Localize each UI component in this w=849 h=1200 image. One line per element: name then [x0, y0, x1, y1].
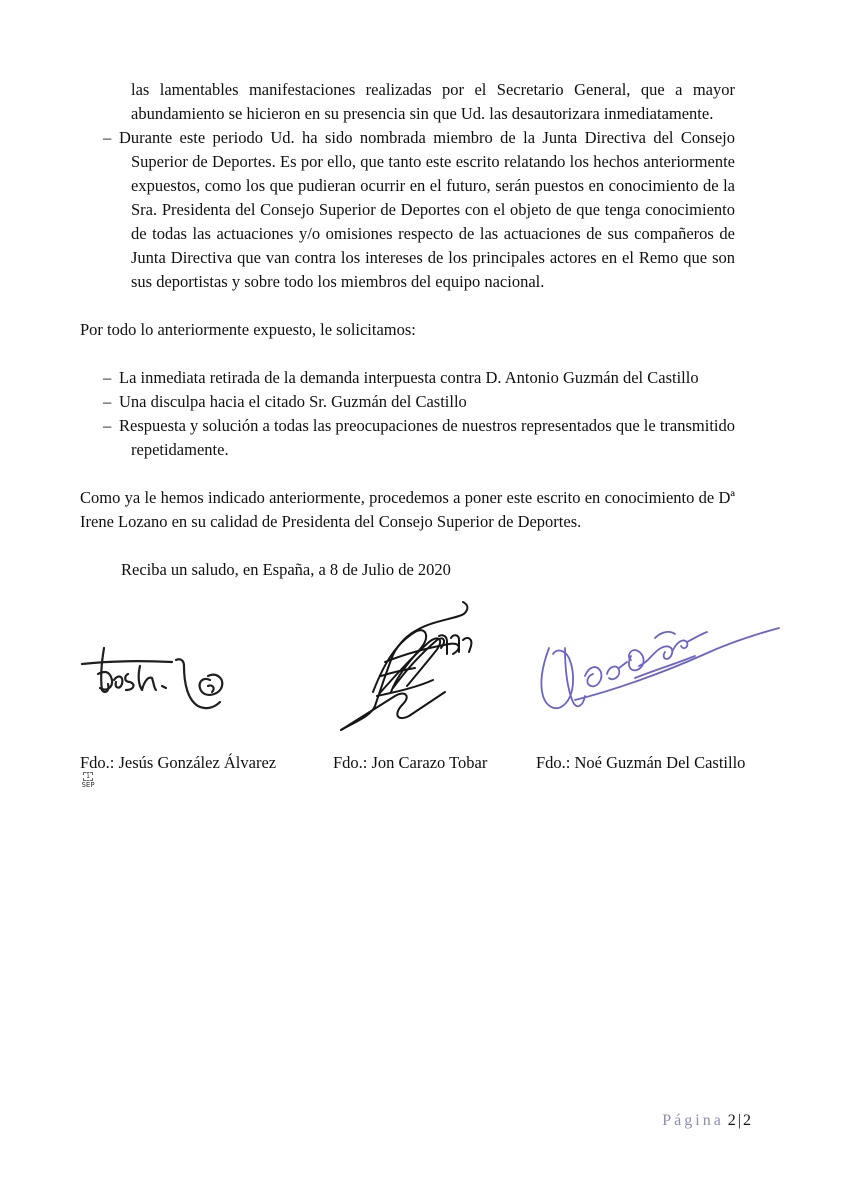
continuation-paragraph: las lamentables manifestaciones realizadas por el Secretario General, que a mayor abundamiento se hicieron en su presencia sin que Ud. las desautorizara inmediatamente. — [131, 80, 735, 123]
signature-image-2 — [335, 596, 485, 736]
page-total: 2 — [743, 1112, 751, 1129]
signature-image-3 — [535, 608, 785, 723]
page-word: Página — [662, 1112, 724, 1129]
request-text: Respuesta y solución a todas las preocupaciones de nuestros representados que le transmitido repetidamente. — [119, 416, 735, 459]
request-item — [103, 366, 735, 390]
page-footer — [662, 1110, 751, 1132]
sep-marker — [80, 772, 96, 790]
list-item-text: Durante este periodo Ud. ha sido nombrada miembro de la Junta Directiva del Consejo Superior de Deportes. Es por ello, que tanto este escrito relatando los hechos anteriormente expuestos, como los que pudieran ocurrir en el futuro, serán puestos en conocimiento de la Sra. Presidenta del Consejo Superior de Deportes con el objeto de que tenga conocimiento de todas las actuaciones y/o omisiones respecto de las actuaciones de sus compañeros de Junta Directiva que van contra los intereses de los principales actores en el Remo que son sus deportistas y sobre todo los miembros del equipo nacional. — [119, 128, 735, 291]
page-number: 2 — [727, 1112, 736, 1129]
request-item — [103, 414, 735, 462]
list-item-junta — [103, 126, 735, 294]
signatory-label-1: Fdo.: Jesús González Álvarez — [80, 753, 277, 772]
request-text: Una disculpa hacia el citado Sr. Guzmán del Castillo — [119, 392, 467, 411]
greeting: Reciba un saludo, en España, a 8 de Julio de 2020 — [121, 560, 451, 579]
page-separator: | — [737, 1112, 741, 1129]
bullet-dash: – — [103, 368, 112, 387]
bullet-dash: – — [103, 416, 112, 435]
requests-intro: Por todo lo anteriormente expuesto, le solicitamos: — [80, 320, 416, 339]
signature-image-1 — [80, 640, 250, 735]
signatory-label-2: Fdo.: Jon Carazo Tobar — [333, 753, 488, 772]
request-item — [103, 390, 735, 414]
request-text: La inmediata retirada de la demanda interpuesta contra D. Antonio Guzmán del Castillo — [119, 368, 699, 387]
bullet-dash: – — [103, 392, 112, 411]
sep-marker-label: SEP — [81, 781, 95, 789]
bullet-dash: – — [103, 128, 112, 147]
closing-notice: Como ya le hemos indicado anteriormente, procedemos a poner este escrito en conocimiento de Dª Irene Lozano en su calidad de Presidenta del Consejo Superior de Deportes. — [80, 488, 735, 531]
signatory-label-3: Fdo.: Noé Guzmán Del Castillo — [536, 753, 746, 772]
sep-marker-number: 1 — [83, 772, 93, 781]
